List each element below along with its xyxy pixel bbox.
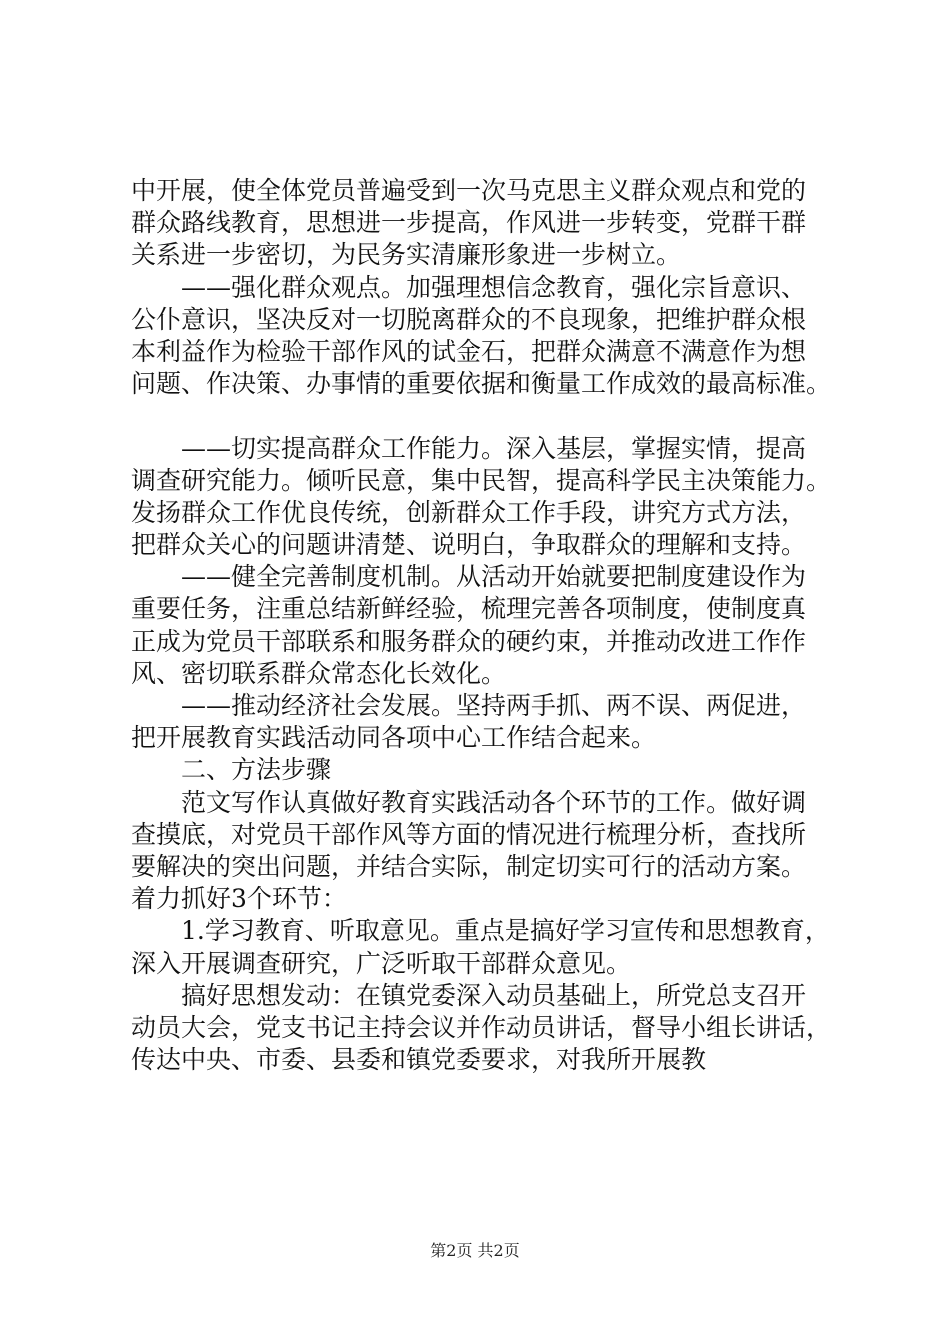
text-line: 1.学习教育、听取意见。重点是搞好学习宣传和思想教育， <box>181 916 830 946</box>
text-line: 关系进一步密切，为民务实清廉形象进一步树立。 <box>131 240 682 270</box>
page-footer <box>0 1241 950 1261</box>
text-line: 问题、作决策、办事情的重要依据和衡量工作成效的最高标准。 <box>131 369 832 399</box>
text-line: 重要任务，注重总结新鲜经验，梳理完善各项制度，使制度真 <box>131 594 807 624</box>
text-line: 传达中央、市委、县委和镇党委要求，对我所开展教 <box>131 1045 707 1075</box>
text-line: 公仆意识，坚决反对一切脱离群众的不良现象，把维护群众根 <box>131 304 807 334</box>
text-line: 把开展教育实践活动同各项中心工作结合起来。 <box>131 723 657 753</box>
text-line: 风、密切联系群众常态化长效化。 <box>131 658 507 688</box>
text-line: 深入开展调查研究，广泛听取干部群众意见。 <box>131 948 632 978</box>
blank-line <box>131 400 831 432</box>
page-number-label: 第2页 共2页 <box>430 1241 520 1260</box>
text-line: 范文写作认真做好教育实践活动各个环节的工作。做好调 <box>181 787 807 817</box>
text-line: 二、方法步骤 <box>181 755 332 785</box>
text-line: 把群众关心的问题讲清楚、说明白，争取群众的理解和支持。 <box>131 530 807 560</box>
text-line: 中开展，使全体党员普遍受到一次马克思主义群众观点和党的 <box>131 176 807 205</box>
text-line: 本利益作为检验干部作风的试金石，把群众满意不满意作为想 <box>131 336 807 366</box>
text-line: 发扬群众工作优良传统，创新群众工作手段，讲究方式方法， <box>131 497 807 527</box>
text-line: ——切实提高群众工作能力。深入基层，掌握实情，提高 <box>181 433 807 463</box>
text-line: ——强化群众观点。加强理想信念教育，强化宗旨意识、 <box>181 272 807 302</box>
text-line: 要解决的突出问题，并结合实际，制定切实可行的活动方案。 <box>131 851 807 881</box>
text-line: 正成为党员干部联系和服务群众的硬约束，并推动改进工作作 <box>131 626 807 656</box>
text-line: 着力抓好3个环节： <box>131 884 347 914</box>
text-line: 调查研究能力。倾听民意，集中民智，提高科学民主决策能力。 <box>131 465 832 495</box>
text-line: 群众路线教育，思想进一步提高，作风进一步转变，党群干群 <box>131 208 807 238</box>
text-line: ——推动经济社会发展。坚持两手抓、两不误、两促进， <box>181 691 807 720</box>
text-line: ——健全完善制度机制。从活动开始就要把制度建设作为 <box>181 562 807 592</box>
text-line: 搞好思想发动：在镇党委深入动员基础上，所党总支召开 <box>181 980 807 1010</box>
text-line: 动员大会，党支书记主持会议并作动员讲话，督导小组长讲话， <box>131 1012 832 1042</box>
text-line: 查摸底，对党员干部作风等方面的情况进行梳理分析，查找所 <box>131 819 807 849</box>
document-body <box>131 175 831 1076</box>
